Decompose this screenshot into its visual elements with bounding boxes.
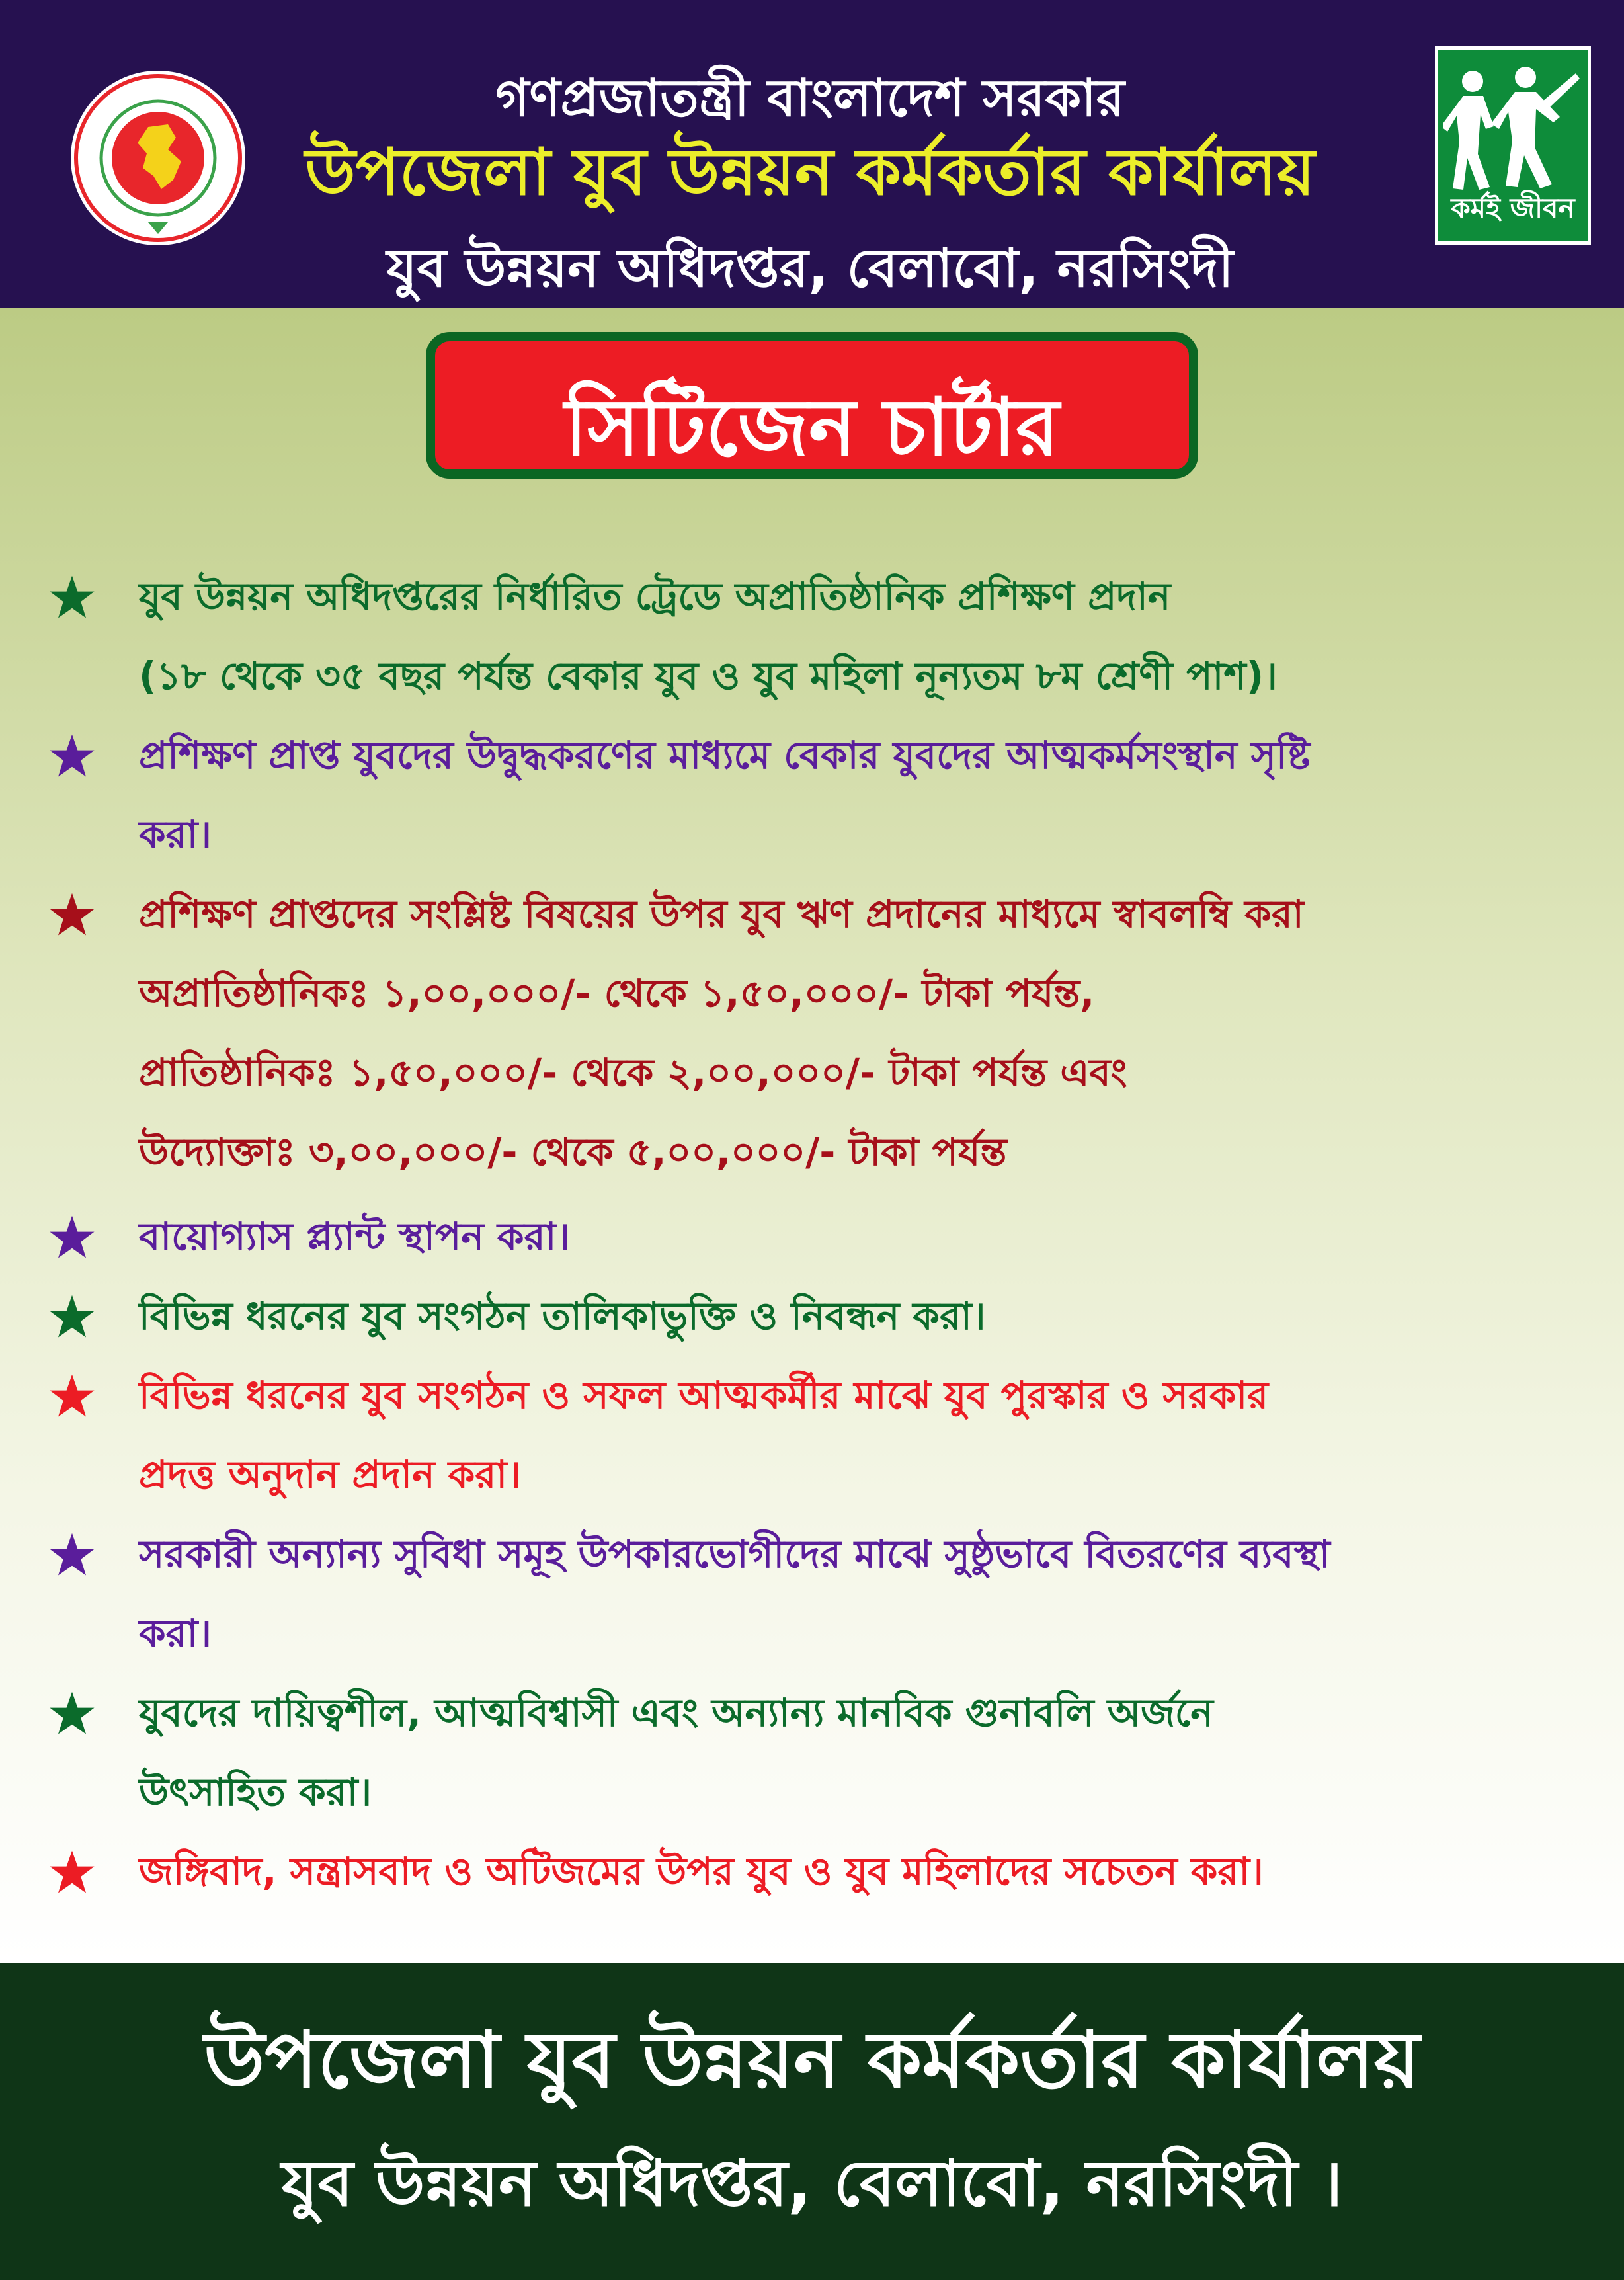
star-icon (49, 1293, 95, 1340)
list-item-text: বিভিন্ন ধরনের যুব সংগঠন ও সফল আত্মকর্মীর মাঝে যুব পুরস্কার ও সরকার (139, 1373, 1269, 1418)
karmoi-jibon-logo-icon (1435, 46, 1591, 245)
footer-office-name: উপজেলা যুব উন্নয়ন কর্মকর্তার কার্যালয় (204, 2014, 1420, 2105)
government-emblem-icon (69, 69, 247, 247)
header-department: যুব উন্নয়ন অধিদপ্তর, বেলাবো, নরসিংদী (386, 237, 1234, 299)
star-icon (49, 1373, 95, 1419)
star-icon (49, 1214, 95, 1260)
list-item-text: সরকারী অন্যান্য সুবিধা সমূহ উপকারভোগীদের মাঝে সুষ্ঠুভাবে বিতরণের ব্যবস্থা (139, 1531, 1330, 1576)
list-item-text: প্রদত্ত অনুদান প্রদান করা। (139, 1452, 521, 1497)
header-office-name: উপজেলা যুব উন্নয়ন কর্মকর্তার কার্যালয় (305, 135, 1315, 210)
title-banner (426, 332, 1198, 479)
list-item-text: করা। (139, 1611, 212, 1656)
footer-band (0, 1963, 1624, 2280)
star-icon (49, 891, 95, 938)
list-item-text: করা। (139, 812, 212, 857)
star-icon (49, 1531, 95, 1578)
running-figures-icon (1443, 55, 1582, 194)
star-icon (49, 1690, 95, 1736)
list-item-text: প্রশিক্ষণ প্রাপ্তদের সংশ্লিষ্ট বিষয়ের উপর যুব ঋণ প্রদানের মাধ্যমে স্বাবলম্বি করা (139, 891, 1304, 936)
star-icon (49, 574, 95, 620)
list-item-text: যুবদের দায়িত্বশীল, আত্মবিশ্বাসী এবং অন্যান্য মানবিক গুনাবলি অর্জনে (139, 1690, 1213, 1735)
header-govt-name: গণপ্রজাতন্ত্রী বাংলাদেশ সরকার (495, 69, 1125, 128)
list-item-text: অপ্রাতিষ্ঠানিকঃ ১,০০,০০০/- থেকে ১,৫০,০০০/- টাকা পর্যন্ত, (139, 971, 1095, 1016)
header-band (0, 0, 1624, 308)
list-item-text: যুব উন্নয়ন অধিদপ্তরের নির্ধারিত ট্রেডে অপ্রাতিষ্ঠানিক প্রশিক্ষণ প্রদান (139, 574, 1171, 619)
page-title: সিটিজেন চার্টার (564, 382, 1060, 474)
list-item-text: প্রাতিষ্ঠানিকঃ ১,৫০,০০০/- থেকে ২,০০,০০০/- টাকা পর্যন্ত এবং (139, 1050, 1127, 1095)
list-item-text: বায়োগ্যাস প্ল্যান্ট স্থাপন করা। (139, 1214, 571, 1259)
list-item-text: বিভিন্ন ধরনের যুব সংগঠন তালিকাভুক্তি ও নিবন্ধন করা। (139, 1293, 986, 1338)
list-item-text: (১৮ থেকে ৩৫ বছর পর্যন্ত বেকার যুব ও যুব মহিলা নূন্যতম ৮ম শ্রেণী পাশ)। (139, 653, 1278, 698)
star-icon (49, 1849, 95, 1895)
list-item-text: উৎসাহিত করা। (139, 1770, 372, 1814)
list-item-text: উদ্যোক্তাঃ ৩,০০,০০০/- থেকে ৫,০০,০০০/- টাকা পর্যন্ত (139, 1129, 1007, 1174)
list-item-text: জঙ্গিবাদ, সন্ত্রাসবাদ ও অটিজমের উপর যুব ও যুব মহিলাদের সচেতন করা। (139, 1849, 1264, 1894)
star-icon (49, 733, 95, 779)
logo-caption: কর্মই জীবন (1451, 192, 1575, 224)
footer-department: যুব উন্নয়ন অধিদপ্তর, বেলাবো, নরসিংদী । (281, 2146, 1343, 2220)
list-item-text: প্রশিক্ষণ প্রাপ্ত যুবদের উদ্বুদ্ধকরণের মাধ্যমে বেকার যুবদের আত্মকর্মসংস্থান সৃষ্টি (139, 733, 1311, 778)
